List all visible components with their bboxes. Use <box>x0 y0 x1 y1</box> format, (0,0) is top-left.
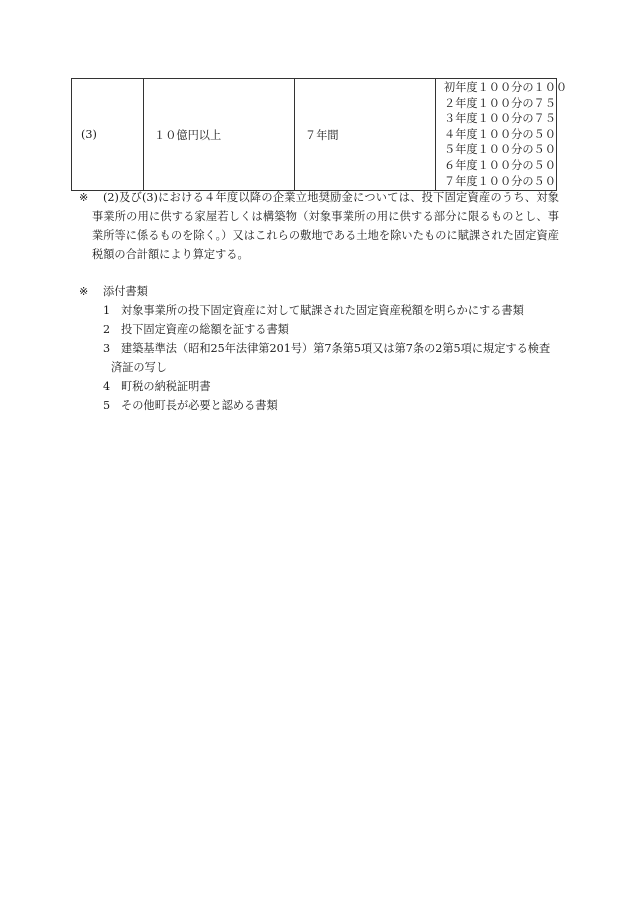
table-row <box>72 79 557 191</box>
attachments-mark: ※ <box>79 285 89 298</box>
item-text: その他町長が必要と認める書類 <box>121 399 278 412</box>
item-number: 2 <box>103 323 111 336</box>
item-text: 建築基準法（昭和25年法律第201号）第7条第5項又は第7条の2第5項に規定する検査済証の写し <box>111 342 551 374</box>
row-number-cell: (3) <box>72 79 144 191</box>
investment-amount-cell: １０億円以上 <box>144 79 295 191</box>
item-number: 4 <box>103 380 111 393</box>
attachments-list <box>103 301 559 415</box>
calculation-note <box>79 188 559 264</box>
attachments-heading <box>79 282 148 301</box>
note-text: (2)及び(3)における４年度以降の企業立地奨励金については、投下固定資産のうち、対象事業所の用に供する家屋若しくは構築物（対象事業所の用に供する部分に限るものとし、事業所等に係るものを除く。）又はこれらの敷地である土地を除いたものに賦課された固定資産税額の合計額により算定する。 <box>92 191 559 261</box>
item-number: 1 <box>103 304 111 317</box>
list-item <box>103 396 559 415</box>
grant-period-cell: ７年間 <box>295 79 436 191</box>
rate-line: ６年度１００分の５０ <box>444 158 556 172</box>
item-text: 町税の納税証明書 <box>121 380 211 393</box>
incentive-rate-table <box>71 78 568 191</box>
rate-schedule-cell <box>436 79 568 191</box>
list-item <box>103 339 559 377</box>
note-mark: ※ <box>79 191 89 204</box>
list-item <box>103 377 559 396</box>
rate-line: 初年度１００分の１００ <box>444 81 568 94</box>
list-item <box>103 320 559 339</box>
rate-line: ４年度１００分の５０ <box>444 127 556 141</box>
item-text: 投下固定資産の総額を証する書類 <box>121 323 289 336</box>
list-item <box>103 301 559 320</box>
item-number: 3 <box>103 342 111 355</box>
attachments-title: 添付書類 <box>103 285 148 298</box>
item-text: 対象事業所の投下固定資産に対して賦課された固定資産税額を明らかにする書類 <box>121 304 524 317</box>
rate-line: ５年度１００分の５０ <box>444 143 556 157</box>
rate-line: ２年度１００分の７５ <box>444 96 556 110</box>
item-number: 5 <box>103 399 111 412</box>
rate-line: ７年度１００分の５０ <box>444 174 556 188</box>
rate-line: ３年度１００分の７５ <box>444 112 556 126</box>
